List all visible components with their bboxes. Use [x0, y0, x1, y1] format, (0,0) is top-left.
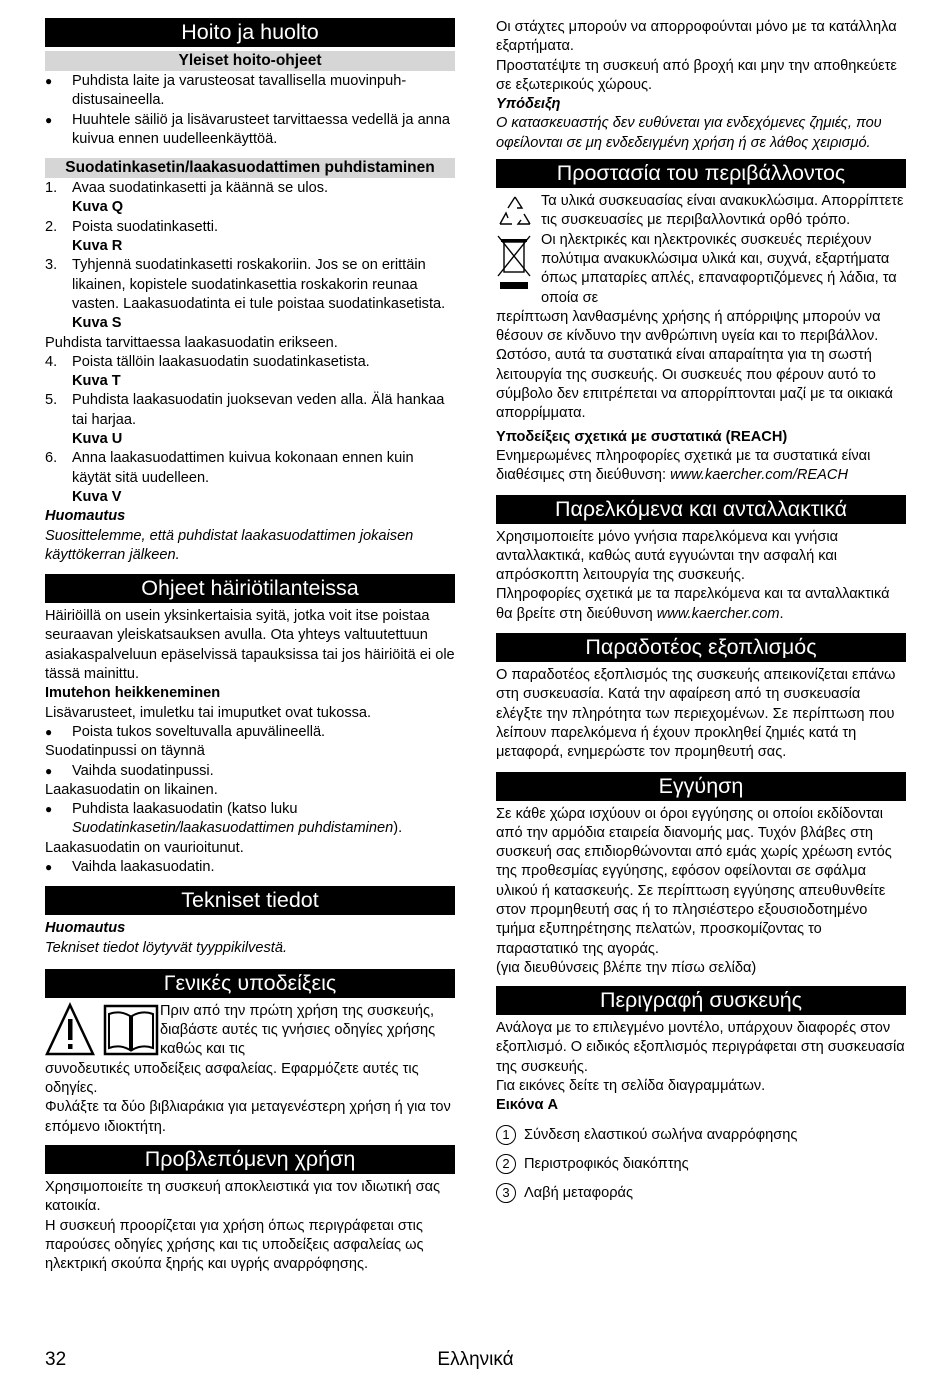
figure-a-label: Εικόνα A [496, 1097, 559, 1114]
trouble-bag-full: Suodatinpussi on täynnä [45, 743, 205, 760]
left-column [45, 18, 455, 1274]
remedy-3-text: Puhdista laakasuodatin (katso luku [72, 801, 298, 818]
subheading-filter-cleaning: Suodatinkasetin/laakasuodattimen puhdistaminen [45, 158, 455, 178]
accessories-text-2: Πληροφορίες σχετικά με τα παρελκόμενα και τα ανταλλακτικά θα βρείτε στη διεύθυνση [496, 586, 890, 622]
step-2-text: Poista suodatinkasetti. [72, 218, 219, 235]
trouble-filter-damaged: Laakasuodatin on vaurioitunut. [45, 839, 244, 856]
weee-row [496, 231, 906, 308]
reach-link[interactable]: www.kaercher.com/REACH [670, 467, 848, 484]
figure-ref-v: Kuva V [72, 488, 122, 505]
reach-text: Ενημερωμένες πληροφορίες σχετικά με τα συστατικά είναι διαθέσιμες στη διεύθυνση: [496, 447, 871, 484]
trouble-remedy-2: ● Vaihda suodatinpussi. [45, 762, 455, 781]
trouble-remedy-4: ● Vaihda laakasuodatin. [45, 858, 455, 877]
figure-ref-t: Kuva T [72, 373, 121, 390]
figure-ref-r: Kuva R [72, 238, 123, 255]
general-notes-text-3: Φυλάξτε τα δύο βιβλιαράκια για μεταγενέστερη χρήση ή για τον επόμενο ιδιοκτήτη. [45, 1099, 451, 1135]
heading-accessories: Παρελκόμενα και ανταλλακτικά [496, 495, 906, 524]
warranty-text: Σε κάθε χώρα ισχύουν οι όροι εγγύησης οι οποίοι εκδίδονται από την αρμόδια εταιρεία διανομής μας. Τυχόν βλάβες στη συσκευή σας επιδιορθώνονται από εμάς χωρίς χρέωση εντός της προθεσμίας εγγύησης, εφόσον οφείλονται σε σφάλμα υλικού ή κατασκευής. Σε περίπτωση εγγύησης απευθυνθείτε στον προμηθευτή σας ή το πλησιέστερο εξουσιοδοτημένο τμήμα εξυπηρέτησης πελατών, προσκομίζοντας το παραστατικό της αγοράς. [496, 805, 892, 957]
step-6: 6. Anna laakasuodattimen kuivua kokonaan ennen kuin käytät sitä uudelleen. [45, 450, 414, 486]
heading-general-notes-gr: Γενικές υποδείξεις [45, 969, 455, 998]
warning-read-manual-block [45, 1002, 455, 1060]
page-number: 32 [45, 1349, 67, 1370]
accessories-paragraph-2 [496, 585, 906, 624]
intended-use-2: Η συσκευή προορίζεται για χρήση όπως περιγράφεται στις παρούσες οδηγίες χρήσης και τις υποδείξεις ασφαλείας ως ηλεκτρική σκούπα ξηρής και υγρής αναρρόφησης. [45, 1217, 424, 1273]
step-5-text: Puhdista laakasuodatin juoksevan veden alla. Älä hankaa tai harjaa. [72, 392, 445, 428]
trouble-weak-suction: Imutehon heikkeneminen [45, 685, 221, 702]
component-item-1 [496, 1125, 906, 1145]
heading-care: Hoito ja huolto [45, 18, 455, 47]
reach-title: Υποδείξεις σχετικά με συστατικά (REACH) [496, 428, 788, 445]
step-4-text: Poista tällöin laakasuodatin suodatinkasetista. [72, 353, 370, 370]
reach-paragraph [496, 447, 906, 486]
accessories-end: . [779, 605, 784, 622]
weee-text-2: περίπτωση λανθασμένης χρήσης ή απόρριψης μπορούν να θέσουν σε κίνδυνο την ανθρώπινη υγεία και το περιβάλλον. Ωστόσο, αυτά τα συστατικά είναι απαραίτητα για τη σωστή λειτουργία της συσκευής. Οι συσκευές που φέρουν αυτό το σύμβολο δεν επιτρέπεται να απορρίπτονται μαζί με τα οικιακά απορρίμματα. [496, 308, 893, 422]
step-1: 1. Avaa suodatinkasetti ja käännä se ulos. [45, 180, 329, 197]
component-label: Λαβή μεταφοράς [524, 1184, 634, 1201]
step-5: 5. Puhdista laakasuodatin juoksevan veden alla. Älä hankaa tai harjaa. [45, 392, 445, 428]
trouble-remedy-1: ● Poista tukos soveltuvalla apuvälineellä. [45, 723, 455, 742]
figure-ref-u: Kuva U [72, 431, 123, 448]
warranty-address-note: (για διευθύνσεις βλέπε την πίσω σελίδα) [496, 959, 757, 976]
heading-scope-of-delivery: Παραδοτέος εξοπλισμός [496, 633, 906, 662]
description-text-2: Για εικόνες δείτε τη σελίδα διαγραμμάτων. [496, 1078, 766, 1095]
step-6-text: Anna laakasuodattimen kuivua kokonaan ennen kuin käytät sitä uudelleen. [72, 450, 414, 486]
step-1-text: Avaa suodatinkasetti ja käännä se ulos. [72, 180, 329, 197]
note-2-title: Huomautus [45, 920, 126, 937]
remedy-3-end: ). [393, 820, 403, 837]
heading-warranty: Εγγύηση [496, 772, 906, 801]
component-number: 2 [496, 1154, 516, 1174]
component-item-3 [496, 1183, 906, 1203]
heading-troubleshooting: Ohjeet häiriötilanteissa [45, 574, 455, 603]
hint-text: Ο κατασκευαστής δεν ευθύνεται για ενδεχόμενες ζημιές, που οφείλονται σε μη ενδεδειγμένη χρήση ή σε λάθος χειρισμό. [496, 115, 882, 151]
heading-technical-data: Tekniset tiedot [45, 886, 455, 915]
description-text-1: Ανάλογα με το επιλεγμένο μοντέλο, υπάρχουν διαφορές στον εξοπλισμό. Ο ειδικός εξοπλισμός περιγράφεται στη συσκευασία της συσκευής. [496, 1020, 905, 1075]
rain-note: Προστατέψτε τη συσκευή από βροχή και μην την αποθηκεύετε σε εξωτερικούς χώρους. [496, 57, 897, 93]
clean-separately-text: Puhdista tarvittaessa laakasuodatin erikseen. [45, 334, 338, 351]
subheading-general-care: Yleiset hoito-ohjeet [45, 51, 455, 71]
heading-device-description: Περιγραφή συσκευής [496, 986, 906, 1015]
warning-manual-icon [45, 1002, 160, 1058]
crossed-bin-icon [496, 233, 532, 291]
note-text: Suosittelemme, että puhdistat laakasuodattimen jokaisen käyttökerran jälkeen. [45, 527, 414, 563]
step-3: 3. Tyhjennä suodatinkasetti roskakoriin. Jos se on erittäin likainen, kopistele suodatinkasettia roskakorin reunaa vasten. Laakasuodatinta ei tule poistaa suodatinkasetista. [45, 257, 446, 312]
accessories-text-1: Χρησιμοποιείτε μόνο γνήσια παρελκόμενα και γνήσια ανταλλακτικά, καθώς αυτά εγγυώνται την ασφαλή και απρόσκοπτη λειτουργία της συσκευής. [496, 528, 839, 584]
step-3-text: Tyhjennä suodatinkasetti roskakoriin. Jos se on erittäin likainen, kopistele suodatinkasettia roskakorin reunaa vasten. Laakasuodatinta ei tule poistaa suodatinkasetista. [72, 257, 446, 312]
ash-note: Οι στάχτες μπορούν να απορροφούνται μόνο με τα κατάλληλα εξαρτήματα. [496, 19, 897, 55]
scope-text: Ο παραδοτέος εξοπλισμός της συσκευής απεικονίζεται επάνω στη συσκευασία. Κατά την αφαίρεση από τη συσκευασία ελέγξτε την πληρότητα των περιεχομένων. Σε περίπτωση που λείπουν παρελκόμενα ή έχουν προκληθεί ζημιές κατά τη μεταφορά, ενημερώστε τον προμηθευτή σας. [496, 667, 896, 761]
note-title: Huomautus [45, 508, 126, 525]
trouble-filter-dirty: Laakasuodatin on likainen. [45, 781, 218, 798]
component-item-2 [496, 1154, 906, 1174]
component-label: Περιστροφικός διακόπτης [524, 1155, 689, 1172]
footer-language: Ελληνικά [437, 1349, 514, 1370]
intended-use-1: Χρησιμοποιείτε τη συσκευή αποκλειστικά για τον ιδιωτική σας κατοικία. [45, 1178, 441, 1215]
hint-title: Υπόδειξη [496, 96, 561, 113]
trouble-remedy-3 [45, 800, 455, 839]
kaercher-link[interactable]: www.kaercher.com [656, 605, 780, 622]
heading-environment: Προστασία του περιβάλλοντος [496, 159, 906, 188]
troubleshooting-intro: Häiriöillä on usein yksinkertaisia syitä, jotka voit itse poistaa seuraavan yleiskatsauksen avulla. Ota yhteys valtuutettuun asiakaspalveluun epäselvissä tapauksissa tai jos häiriöitä ei ole tässä mainittu. [45, 608, 455, 683]
right-column [496, 18, 906, 1203]
heading-intended-use: Προβλεπόμενη χρήση [45, 1145, 455, 1174]
figure-ref-s: Kuva S [72, 315, 122, 332]
weee-text-1: Οι ηλεκτρικές και ηλεκτρονικές συσκευές περιέχουν πολύτιμα ανακυκλώσιμα υλικά και, συχνά, εξαρτήματα όπως μπαταρίες απλές, επαναφορτιζόμενες ή λάδια, τα οποία σε [541, 231, 897, 306]
recycling-row [496, 192, 906, 231]
general-bullet-1: ● Puhdista laite ja varusteosat tavallisella muovinpuh-distusaineella. [45, 72, 455, 111]
component-number: 1 [496, 1125, 516, 1145]
figure-ref-q: Kuva Q [72, 199, 124, 216]
step-4: 4. Poista tällöin laakasuodatin suodatinkasetista. [45, 353, 370, 370]
component-number: 3 [496, 1183, 516, 1203]
trouble-weak-cause: Lisävarusteet, imuletku tai imuputket ovat tukossa. [45, 704, 372, 721]
component-label: Σύνδεση ελαστικού σωλήνα αναρρόφησης [524, 1126, 798, 1143]
step-2: 2. Poista suodatinkasetti. [45, 218, 219, 235]
recycling-icon [496, 194, 534, 230]
note-2-text: Tekniset tiedot löytyvät tyyppikilvestä. [45, 939, 287, 956]
remedy-3-chapter-link: Suodatinkasetin/laakasuodattimen puhdistaminen [72, 820, 394, 837]
general-notes-text-2: συνοδευτικές υποδείξεις ασφαλείας. Εφαρμόζετε αυτές τις οδηγίες. [45, 1060, 419, 1097]
packaging-recyclable-text: Τα υλικά συσκευασίας είναι ανακυκλώσιμα. Απορρίπτετε τις συσκευασίες με περιβαλλοντικά ορθό τρόπο. [541, 193, 904, 229]
general-bullet-2: ● Huuhtele säiliö ja lisävarusteet tarvittaessa vedellä ja anna kuivua ennen uudelleenkäyttöä. [45, 111, 455, 150]
general-notes-text-1: Πριν από την πρώτη χρήση της συσκευής, διαβάστε αυτές τις γνήσιες οδηγίες χρήσης καθώς και τις [160, 1002, 436, 1058]
